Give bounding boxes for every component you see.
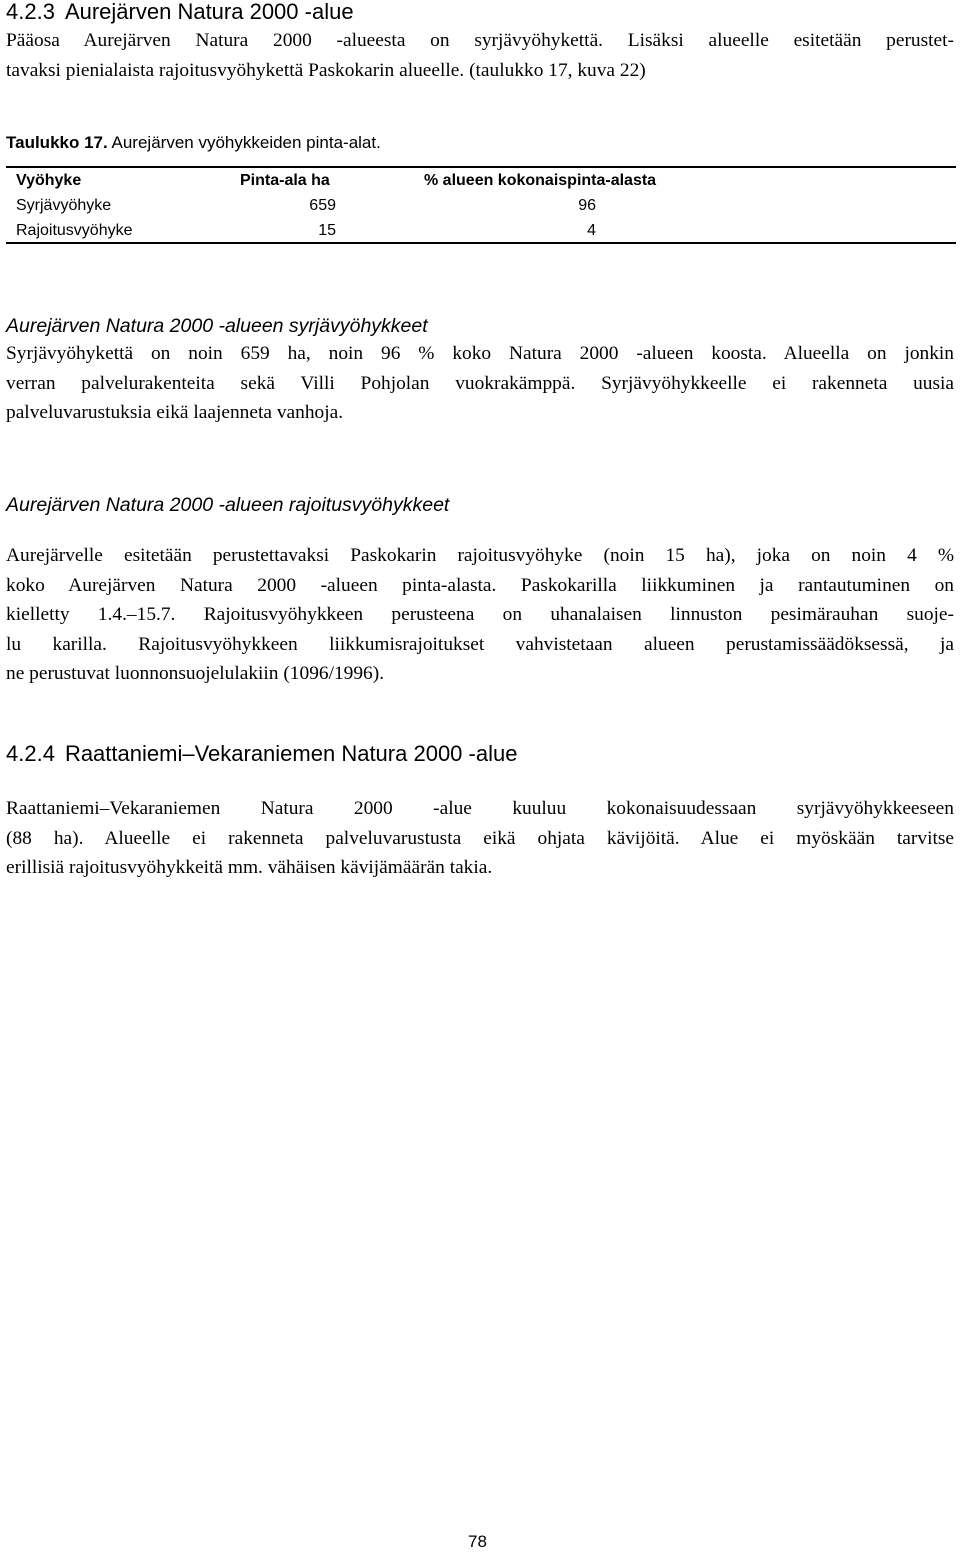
table-cell: 659 — [309, 197, 336, 214]
paragraph-line: palveluvarustuksia eikä laajenneta vanhoja. — [6, 402, 344, 423]
subsection-heading-rajoitusvyohykkeet: Aurejärven Natura 2000 -alueen rajoitusvyöhykkeet — [6, 494, 450, 516]
paragraph-line: tavaksi pienialaista rajoitusvyöhykettä Paskokarin alueelle. (taulukko 17, kuva 22) — [6, 59, 646, 81]
table-caption-text: Aurejärven vyöhykkeiden pinta-alat. — [111, 133, 381, 152]
paragraph-line: verran palvelurakenteita sekä Villi Pohjolan vuokrakämppä. Syrjävyöhykkeelle ei rakenneta uusia — [6, 372, 954, 394]
intro-paragraph — [6, 26, 954, 85]
section-heading-4-2-4 — [6, 742, 517, 766]
section-number: 4.2.4 — [6, 741, 55, 766]
table-header-cell: Pinta-ala ha — [240, 172, 330, 189]
table-header-row — [6, 168, 956, 193]
table-header-cell: Vyöhyke — [16, 172, 82, 189]
section-title: Aurejärven Natura 2000 -alue — [64, 0, 354, 24]
paragraph-line: Aurejärvelle esitetään perustettavaksi Paskokarin rajoitusvyöhyke (noin 15 ha), joka on noin 4 % — [6, 545, 954, 566]
paragraph-line: kielletty 1.4.–15.7. Rajoitusvyöhykkeen perusteena on uhanalaisen linnuston pesimärauhan suoje- — [6, 604, 954, 625]
paragraph-line: (88 ha). Alueelle ei rakenneta palveluvarustusta eikä ohjata kävijöitä. Alue ei myöskään tarvitse — [6, 827, 954, 849]
table-cell: 96 — [578, 197, 596, 214]
paragraph-line: ne perustuvat luonnonsuojelulakiin (1096/1996). — [6, 663, 385, 684]
table-cell: 4 — [587, 222, 596, 239]
table-cell: Rajoitusvyöhyke — [16, 222, 133, 239]
paragraph-line: erillisiä rajoitusvyöhykkeitä mm. vähäisen kävijämäärän takia. — [6, 857, 493, 878]
table-caption — [6, 133, 381, 153]
section-4-2-4-paragraph — [6, 794, 954, 883]
table-row — [6, 218, 956, 243]
subsection-2-paragraph — [6, 541, 954, 689]
section-title: Raattaniemi–Vekaraniemen Natura 2000 -alue — [64, 741, 518, 766]
zone-area-table — [6, 166, 956, 244]
subsection-heading-syrjavyohykkeet: Aurejärven Natura 2000 -alueen syrjävyöhykkeet — [6, 315, 428, 337]
paragraph-line: Pääosa Aurejärven Natura 2000 -alueesta on syrjävyöhykettä. Lisäksi alueelle esitetään perustet- — [6, 30, 954, 51]
paragraph-line: lu karilla. Rajoitusvyöhykkeen liikkumisrajoitukset vahvistetaan alueen perustamissäädöksessä, ja — [6, 633, 954, 655]
table-header-cell: % alueen kokonaispinta-alasta — [424, 172, 657, 189]
section-heading-4-2-3 — [6, 0, 354, 24]
paragraph-line: Raattaniemi–Vekaraniemen Natura 2000 -alue kuuluu kokonaisuudessaan syrjävyöhykkeeseen — [6, 798, 954, 819]
paragraph-line: koko Aurejärven Natura 2000 -alueen pinta-alasta. Paskokarilla liikkuminen ja rantautuminen on — [6, 574, 954, 596]
paragraph-line: Syrjävyöhykettä on noin 659 ha, noin 96 % koko Natura 2000 -alueen koosta. Alueella on jonkin — [6, 343, 954, 364]
section-number: 4.2.3 — [6, 0, 55, 24]
table-caption-label: Taulukko 17. — [6, 133, 108, 152]
table-cell: 15 — [318, 222, 336, 239]
table-row — [6, 193, 956, 218]
page-number: 78 — [468, 1532, 487, 1551]
subsection-1-paragraph — [6, 339, 954, 428]
table-cell: Syrjävyöhyke — [16, 197, 112, 214]
